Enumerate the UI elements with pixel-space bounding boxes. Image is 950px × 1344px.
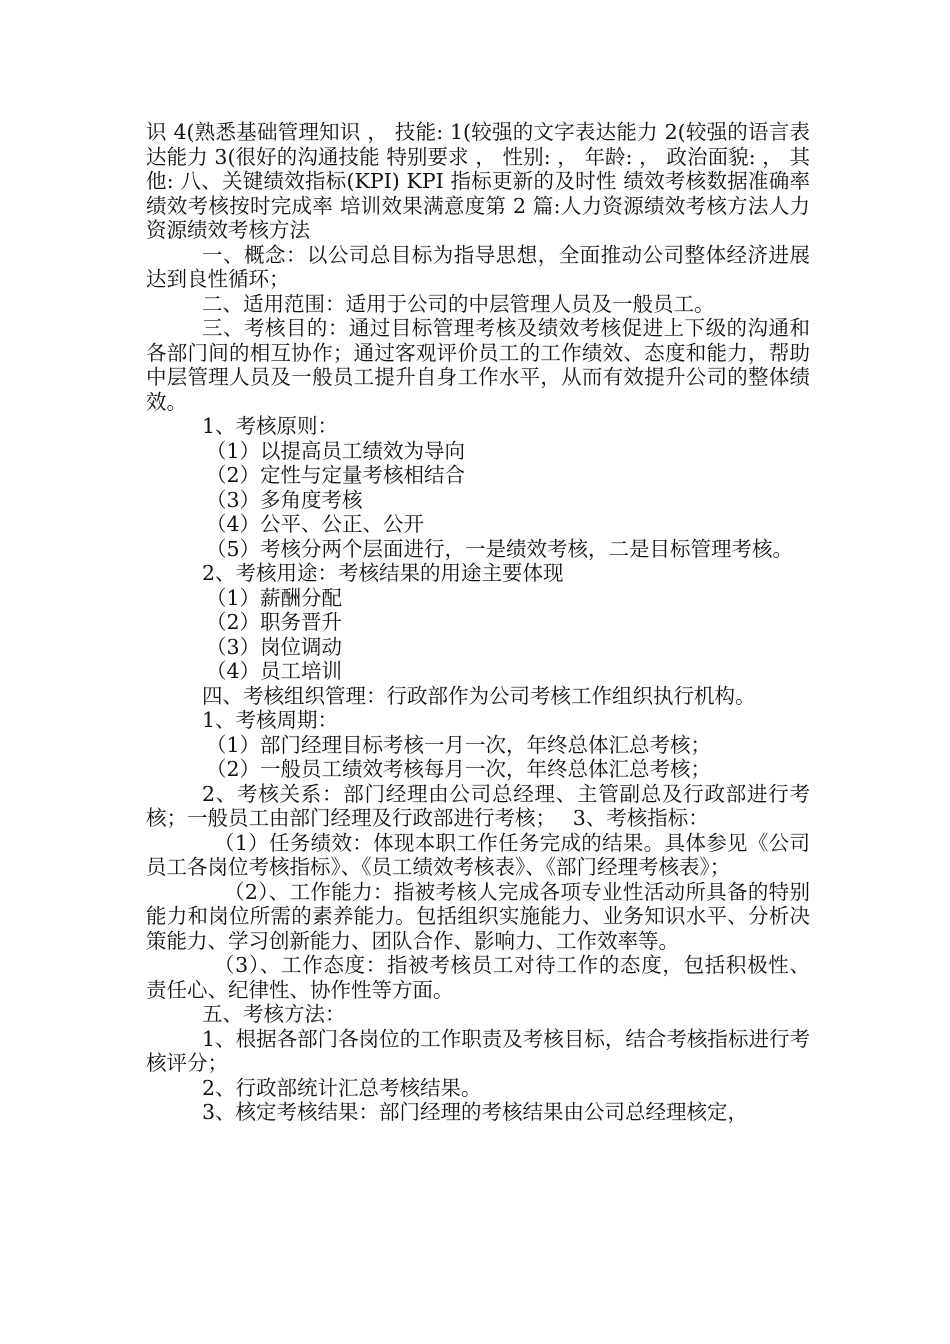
document-body [146, 120, 810, 1125]
paragraph-job-skills-kpi: 识 4(熟悉基础管理知识 ， 技能: 1(较强的文字表达能力 2(较强的语言表达能力 3(很好的沟通技能 特别要求 ， 性别: ， 年龄: ， 政治面貌: ， 其他: 八、关键绩效指标(KPI) KPI 指标更新的及时性 绩效考核数据准确率 绩效考核按时完成率 培训效果满意度第 2 篇:人力资源绩效考核方法人力资源绩效考核方法 [146, 120, 810, 242]
list-item-principle-3: （3）多角度考核 [206, 487, 363, 512]
paragraph-relations: 2、考核关系：部门经理由公司总经理、主管副总及行政部进行考核；一般员工由部门经理及行政部进行考核； 3、考核指标： [146, 781, 810, 830]
paragraph-method-2: 2、行政部统计汇总考核结果。 [202, 1075, 482, 1100]
paragraph-task-performance: （1）任务绩效：体现本职工作任务完成的结果。具体参见《公司员工各岗位考核指标》、《员工绩效考核表》、《部门经理考核表》； [146, 830, 810, 879]
paragraph-method-3: 3、核定考核结果：部门经理的考核结果由公司总经理核定， [202, 1100, 749, 1124]
list-item-principle-2: （2）定性与定量考核相结合 [206, 463, 466, 487]
list-item-use-2: （2）职务晋升 [206, 610, 343, 634]
paragraph-work-attitude: （3）、工作态度：指被考核员工对待工作的态度，包括积极性、责任心、纪律性、协作性等方面。 [146, 953, 810, 1002]
paragraph-concept: 一、概念：以公司总目标为指导思想，全面推动公司整体经济进展达到良性循环； [146, 242, 810, 291]
paragraph-purpose: 三、考核目的：通过目标管理考核及绩效考核促进上下级的沟通和各部门间的相互协作；通过客观评价员工的工作绩效、态度和能力，帮助中层管理人员及一般员工提升自身工作水平，从而有效提升公司的整体绩效。 [146, 316, 810, 414]
list-item-use-3: （3）岗位调动 [206, 634, 343, 659]
paragraph-scope: 二、适用范围：适用于公司的中层管理人员及一般员工。 [202, 291, 715, 316]
paragraph-organization: 四、考核组织管理：行政部作为公司考核工作组织执行机构。 [202, 683, 756, 708]
list-item-principle-5: （5）考核分两个层面进行，一是绩效考核，二是目标管理考核。 [206, 536, 794, 561]
list-item-principle-1: （1）以提高员工绩效为导向 [206, 438, 466, 463]
list-item-principle-4: （4）公平、公正、公开 [206, 512, 425, 536]
paragraph-method-heading: 五、考核方法： [202, 1002, 346, 1026]
list-item-cycle-1: （1）部门经理目标考核一月一次，年终总体汇总考核； [206, 732, 712, 757]
paragraph-cycle-heading: 1、考核周期： [202, 708, 339, 732]
paragraph-method-1: 1、根据各部门各岗位的工作职责及考核目标，结合考核指标进行考核评分； [146, 1026, 810, 1075]
list-item-cycle-2: （2）一般员工绩效考核每月一次，年终总体汇总考核； [206, 757, 712, 781]
list-item-use-1: （1）薪酬分配 [206, 585, 343, 610]
paragraph-work-ability: （2）、工作能力：指被考核人完成各项专业性活动所具备的特别能力和岗位所需的素养能力。包括组织实施能力、业务知识水平、分析决策能力、学习创新能力、团队合作、影响力、工作效率等。 [146, 879, 810, 953]
paragraph-uses-heading: 2、考核用途：考核结果的用途主要体现 [202, 561, 564, 585]
paragraph-principles-heading: 1、考核原则： [202, 414, 339, 438]
list-item-use-4: （4）员工培训 [206, 659, 343, 683]
